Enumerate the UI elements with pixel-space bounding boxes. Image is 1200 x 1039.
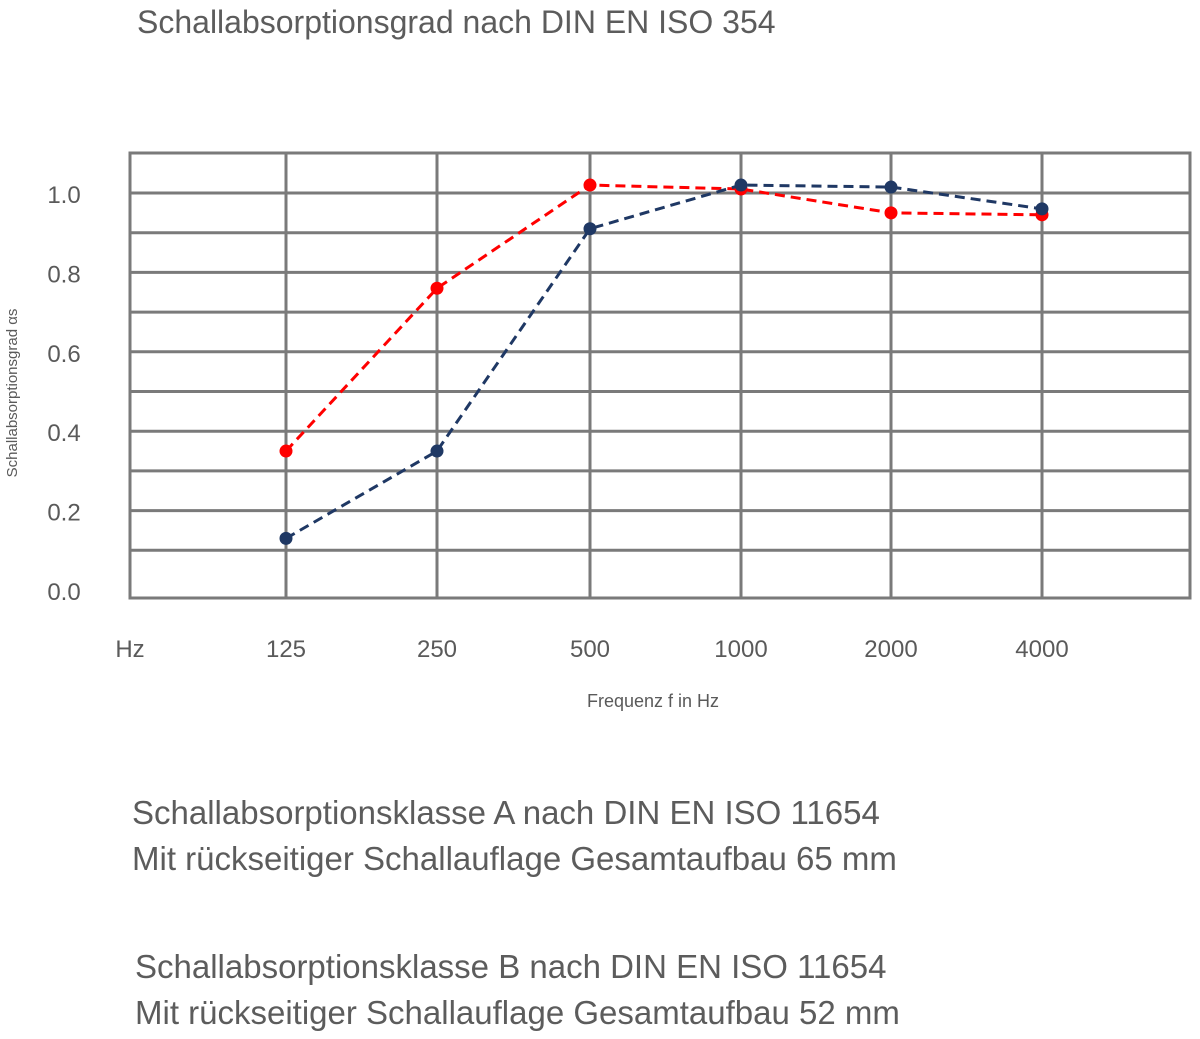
y-tick-label: 0.6 xyxy=(47,340,81,368)
data-point-series-2 xyxy=(280,532,293,545)
y-tick-label: 0.2 xyxy=(47,499,81,527)
data-point-series-2 xyxy=(584,222,597,235)
data-point-series-2 xyxy=(885,181,898,194)
data-point-series-2 xyxy=(1036,202,1049,215)
legend-class-a xyxy=(132,790,897,882)
y-tick-label: 0.8 xyxy=(47,261,81,289)
x-tick-label: 500 xyxy=(569,636,611,663)
y-tick-label: 0.0 xyxy=(47,579,81,606)
x-tick-label: 125 xyxy=(265,636,307,663)
y-tick-label: 0.4 xyxy=(47,420,81,448)
y-axis-label: Schallabsorptionsgrad αs xyxy=(4,308,21,478)
y-tick-label: 1.0 xyxy=(47,182,81,209)
x-tick-label: 2000 xyxy=(864,636,918,663)
legend-b-line1: Schallabsorptionsklasse B nach DIN EN ISO 11654 xyxy=(135,948,887,985)
data-point-series-2 xyxy=(735,179,748,192)
data-point-series-1 xyxy=(885,206,898,219)
plot-frame xyxy=(130,153,1190,598)
x-axis-label: Frequenz f in Hz xyxy=(586,691,720,711)
series-line-1 xyxy=(286,185,1042,451)
data-point-series-1 xyxy=(431,282,444,295)
x-tick-label: 4000 xyxy=(1015,636,1069,663)
legend-b-line2: Mit rückseitiger Schallauflage Gesamtaufbau 52 mm xyxy=(135,994,900,1031)
legend-class-b xyxy=(135,944,900,1036)
data-point-series-1 xyxy=(280,445,293,458)
x-tick-labels xyxy=(266,636,1069,663)
legend-a-line2: Mit rückseitiger Schallauflage Gesamtaufbau 65 mm xyxy=(132,840,897,877)
data-point-series-1 xyxy=(584,179,597,192)
x-tick-label: 250 xyxy=(416,636,458,663)
x-axis-unit-label: Hz xyxy=(115,636,145,663)
y-tick-labels xyxy=(47,182,80,606)
chart-grid xyxy=(130,153,1190,598)
data-point-series-2 xyxy=(431,445,444,458)
x-tick-label: 1000 xyxy=(714,636,768,663)
series-line-2 xyxy=(286,185,1042,538)
chart-title: Schallabsorptionsgrad nach DIN EN ISO 354 xyxy=(137,4,776,40)
legend-a-line1: Schallabsorptionsklasse A nach DIN EN ISO 11654 xyxy=(132,794,880,831)
